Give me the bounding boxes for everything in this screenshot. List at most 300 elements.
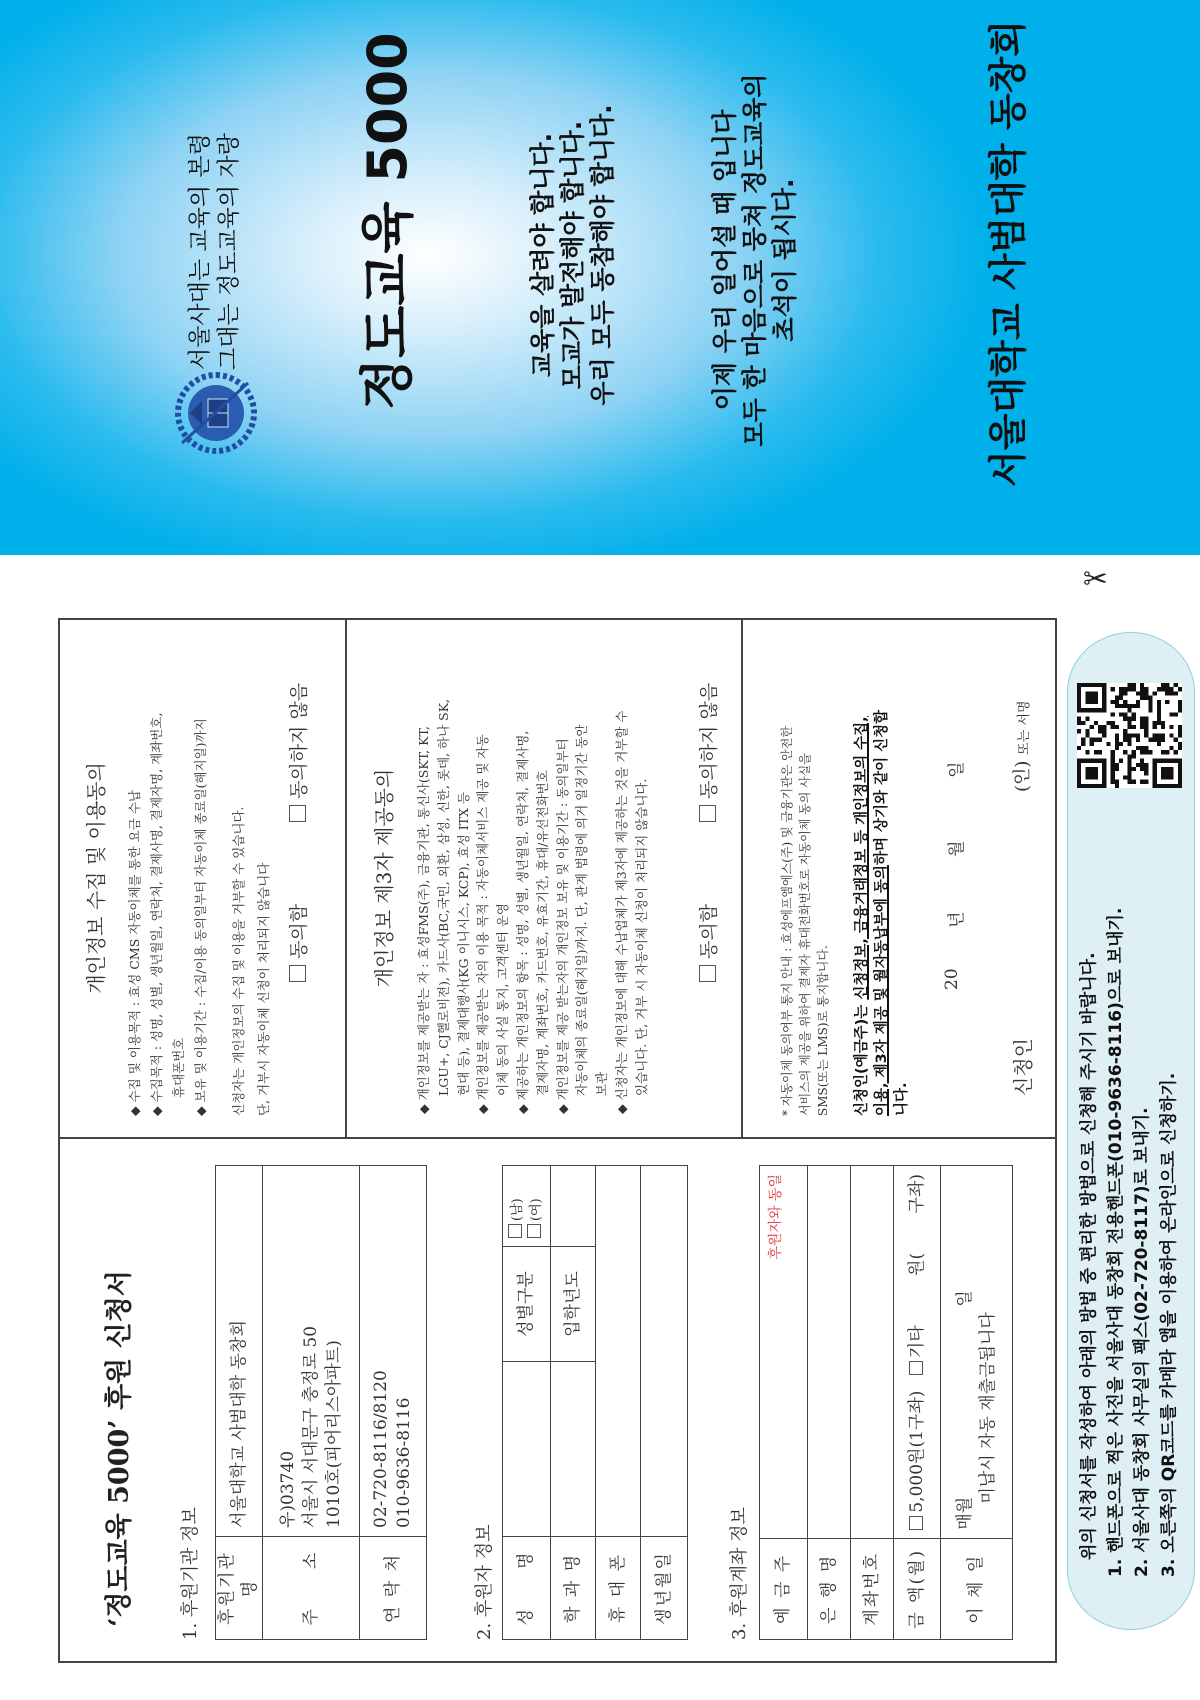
qr-module	[1140, 691, 1144, 695]
qr-module	[1102, 700, 1106, 704]
qr-module	[1140, 687, 1144, 691]
qr-module	[1123, 704, 1127, 708]
instruction-line: 1. 핸드폰으로 찍은 사진을 서울사대 동창회 전용핸드폰(010-9636-8116)으로 보내기.	[1105, 907, 1126, 1577]
qr-module	[1081, 742, 1085, 746]
consent1-agree-option[interactable]	[284, 904, 311, 982]
statement-text: 니다.	[894, 1082, 910, 1116]
qr-module	[1102, 759, 1106, 763]
qr-module	[1132, 780, 1136, 784]
consent2-agree-option[interactable]	[694, 904, 721, 982]
qr-module	[1165, 691, 1169, 695]
gender-label: 성별구분	[503, 1247, 551, 1362]
address-line: 서울시 서대문구 충정로 50	[300, 1325, 321, 1528]
qr-module	[1144, 767, 1148, 771]
table-row	[894, 1166, 941, 1640]
entry-year-field[interactable]	[551, 1166, 596, 1247]
qr-module	[1085, 691, 1089, 695]
slogan-line: 그대는 정도교육의 자랑	[216, 133, 242, 370]
message-line: 우리 모두 동참해야 합니다.	[588, 104, 617, 406]
qr-module	[1102, 771, 1106, 775]
qr-module	[1127, 763, 1131, 767]
qr-module	[1123, 733, 1127, 737]
qr-module	[1111, 780, 1115, 784]
qr-module	[1144, 763, 1148, 767]
qr-module	[1153, 725, 1157, 729]
qr-module	[1127, 721, 1131, 725]
option-label: 5,000원(1구좌)	[906, 1390, 927, 1513]
checkbox[interactable]	[527, 1224, 541, 1238]
birthdate-label: 생년월일	[641, 1537, 688, 1640]
qr-module	[1094, 771, 1098, 775]
qr-module	[1081, 759, 1085, 763]
qr-module	[1077, 767, 1081, 771]
organization-name: 서울대학교 사범대학 동창회	[986, 20, 1030, 487]
scissors-icon: ✂	[1082, 561, 1109, 597]
qr-module	[1102, 687, 1106, 691]
qr-module	[1144, 733, 1148, 737]
statement-text: 하며 상기와 같이 신청합	[874, 709, 890, 866]
checkbox[interactable]	[699, 965, 716, 982]
option-label: 기타	[906, 1325, 927, 1359]
qr-module	[1127, 683, 1131, 687]
qr-module	[1094, 767, 1098, 771]
qr-module	[1111, 759, 1115, 763]
qr-module	[1136, 746, 1140, 750]
banner-message-1	[528, 95, 618, 415]
option-label: 동의하지 않음	[288, 682, 310, 799]
qr-module	[1132, 687, 1136, 691]
notice-line: * 자동이체 동의여부 통지 안내 : 효성에프엠에스(주) 및 금융기관은 안전한	[780, 726, 794, 1116]
qr-module	[1174, 784, 1178, 788]
qr-module	[1090, 700, 1094, 704]
section-divider	[741, 618, 743, 1138]
qr-module	[1178, 763, 1182, 767]
instruction-line: 3. 오른쪽의 QR코드를 카메라 앱을 이용하여 온라인으로 신청하기.	[1158, 1072, 1179, 1577]
qr-module	[1153, 759, 1157, 763]
qr-module	[1098, 708, 1102, 712]
qr-module	[1148, 700, 1152, 704]
qr-module	[1140, 696, 1144, 700]
qr-module	[1115, 700, 1119, 704]
qr-module	[1123, 687, 1127, 691]
qr-module	[1165, 784, 1169, 788]
table-row	[808, 1166, 851, 1640]
bullet-line: ◆ 제공하는 개인정보의 항목 : 성명, 성별, 생년월일, 연락처, 결제사명,	[514, 730, 530, 1114]
bank-field[interactable]	[808, 1166, 851, 1539]
units-label: 구좌)	[906, 1174, 927, 1214]
qr-module	[1178, 775, 1182, 779]
qr-module	[1140, 767, 1144, 771]
bullet-line: 휴대폰번호	[171, 1037, 186, 1098]
bullet-line: ◆ 개인정보를 제공받는 자의 이용 목적 : 자동이체서비스 제공 및 자동	[475, 734, 491, 1114]
gender-female-option[interactable]	[527, 1174, 546, 1238]
qr-module	[1090, 683, 1094, 687]
statement-text: 신청인(예금주)는	[854, 999, 870, 1116]
qr-module	[1157, 738, 1161, 742]
qr-module	[1102, 780, 1106, 784]
section-label: 2. 후원자 정보	[474, 1524, 495, 1640]
qr-module	[1153, 784, 1157, 788]
qr-module	[1140, 759, 1144, 763]
bullet-line: ◆ 보유 및 이용기간 : 수집/이용 동의일부터 자동이체 종료일(해지일)까지	[193, 718, 208, 1116]
qr-module	[1077, 729, 1081, 733]
row-label: 주 소	[263, 1537, 360, 1640]
qr-module	[1157, 721, 1161, 725]
qr-module	[1169, 775, 1173, 779]
qr-module	[1094, 700, 1098, 704]
qr-module	[1115, 763, 1119, 767]
donor-table	[502, 1165, 688, 1640]
gender-male-option[interactable]	[508, 1174, 527, 1238]
qr-module	[1077, 691, 1081, 695]
qr-module	[1115, 696, 1119, 700]
banner-title: 정도교육 5000	[356, 32, 419, 410]
qr-module	[1178, 767, 1182, 771]
qr-module	[1094, 775, 1098, 779]
qr-module	[1094, 708, 1098, 712]
qr-module	[1085, 759, 1089, 763]
qr-module	[1169, 687, 1173, 691]
qr-module	[1090, 725, 1094, 729]
qr-module	[1111, 700, 1115, 704]
qr-module	[1161, 721, 1165, 725]
checkbox[interactable]	[508, 1224, 522, 1238]
qr-module	[1127, 704, 1131, 708]
qr-module	[1094, 691, 1098, 695]
section-label: 3. 후원계좌 정보	[729, 1507, 750, 1640]
qr-module	[1081, 683, 1085, 687]
qr-module	[1123, 712, 1127, 716]
qr-module	[1127, 687, 1131, 691]
qr-module	[1178, 687, 1182, 691]
qr-module	[1115, 746, 1119, 750]
amount-option-other[interactable]	[907, 1325, 927, 1375]
qr-module	[1111, 750, 1115, 754]
qr-module	[1090, 738, 1094, 742]
qr-module	[1174, 691, 1178, 695]
qr-module	[1165, 775, 1169, 779]
phone-line: 010-9636-8116	[394, 1397, 414, 1528]
column-divider	[58, 1137, 1057, 1139]
won-label: 원(	[906, 1252, 927, 1276]
qr-module	[1119, 691, 1123, 695]
qr-module	[1102, 763, 1106, 767]
birthdate-field[interactable]	[641, 1166, 688, 1537]
transfer-date-field[interactable]	[941, 1166, 1013, 1539]
qr-module	[1119, 759, 1123, 763]
qr-module	[1102, 725, 1106, 729]
qr-module	[1127, 725, 1131, 729]
qr-module	[1157, 742, 1161, 746]
row-value	[360, 1166, 427, 1537]
qr-module	[1111, 725, 1115, 729]
qr-module	[1157, 733, 1161, 737]
qr-module	[1081, 708, 1085, 712]
holder-field[interactable]	[760, 1166, 808, 1539]
qr-module	[1111, 771, 1115, 775]
qr-module	[1115, 742, 1119, 746]
instructions	[1076, 907, 1182, 1577]
qr-module	[1161, 759, 1165, 763]
qr-module	[1090, 771, 1094, 775]
qr-module	[1127, 780, 1131, 784]
bullet-line: ◆ 개인정보를 제공받는 자 : 효성FMS(주), 금융기관, 통신사(SKT, KT,	[416, 726, 431, 1114]
qr-module	[1178, 759, 1182, 763]
qr-module	[1102, 696, 1106, 700]
day-label: 일	[954, 1290, 975, 1307]
qr-module	[1077, 775, 1081, 779]
qr-module	[1148, 738, 1152, 742]
qr-module	[1144, 721, 1148, 725]
name-label: 성 명	[503, 1537, 551, 1640]
option-label: (여)	[528, 1198, 544, 1221]
date-year-prefix: 20	[942, 968, 962, 990]
qr-module	[1119, 712, 1123, 716]
bullet-line: 자동이체의 종료일(해지일)까지. 단, 관계 법령에 의거 일정기간 동안	[574, 724, 590, 1096]
bullet-line: 있습니다. 단, 거부 시 자동이체 신청이 처리되지 않습니다.	[633, 778, 649, 1096]
consent1-title: 개인정보 수집 및 이용동의	[84, 762, 108, 994]
organization-table	[215, 1165, 427, 1640]
qr-module	[1161, 733, 1165, 737]
qr-module	[1132, 712, 1136, 716]
bank-label: 은 행 명	[808, 1538, 851, 1639]
qr-module	[1111, 763, 1115, 767]
qr-module	[1127, 754, 1131, 758]
department-label: 학 과 명	[551, 1537, 596, 1640]
notice-line: SMS(또는 LMS)로 통지합니다.	[816, 945, 830, 1116]
qr-module	[1169, 712, 1173, 716]
qr-module	[1178, 725, 1182, 729]
qr-module	[1169, 746, 1173, 750]
account-field[interactable]	[851, 1166, 894, 1539]
qr-module	[1102, 784, 1106, 788]
qr-module	[1106, 742, 1110, 746]
qr-module	[1169, 691, 1173, 695]
qr-module	[1102, 704, 1106, 708]
or-sign-label: 또는 서명	[1017, 700, 1032, 755]
qr-module	[1123, 717, 1127, 721]
qr-module	[1153, 733, 1157, 737]
qr-module	[1157, 712, 1161, 716]
qr-module	[1161, 784, 1165, 788]
qr-module	[1115, 738, 1119, 742]
qr-module	[1169, 771, 1173, 775]
qr-module	[1136, 700, 1140, 704]
option-label: 동의함	[288, 903, 310, 959]
table-row	[851, 1166, 894, 1640]
bullet-line: 보관	[594, 1071, 610, 1096]
qr-module	[1136, 763, 1140, 767]
date-month-label: 월	[947, 840, 967, 857]
holder-label: 예 금 주	[760, 1538, 808, 1639]
address-line: 우)03740	[277, 1450, 298, 1528]
amount-label: 금 액(월)	[894, 1538, 941, 1639]
signature-area[interactable]	[1008, 700, 1034, 792]
qr-module	[1127, 771, 1131, 775]
qr-module	[1157, 708, 1161, 712]
qr-module	[1081, 738, 1085, 742]
qr-module	[1127, 738, 1131, 742]
department-field[interactable]	[551, 1362, 596, 1537]
consent1-body	[124, 713, 276, 1116]
qr-module	[1085, 696, 1089, 700]
checkbox[interactable]	[699, 805, 716, 822]
qr-module	[1178, 700, 1182, 704]
qr-module	[1077, 759, 1081, 763]
qr-module	[1165, 759, 1169, 763]
slogan-line: 서울사대는 교육의 본령	[187, 133, 213, 370]
banner-panel	[0, 0, 1200, 555]
qr-module	[1077, 763, 1081, 767]
qr-module	[1178, 784, 1182, 788]
checkbox[interactable]	[289, 965, 306, 982]
qr-module	[1111, 712, 1115, 716]
table-row	[263, 1166, 360, 1640]
qr-module	[1077, 746, 1081, 750]
bullet-line: ◆ 신청자는 개인정보에 대해 수납업체가 제3자에 제공하는 것을 거부할 수	[613, 710, 629, 1114]
bullet-line: 결제자명, 계좌번호, 카드번호, 유효기간, 휴대/유선전화번호	[534, 770, 550, 1096]
consent1-disagree-option[interactable]	[284, 683, 311, 822]
qr-module	[1165, 687, 1169, 691]
qr-module	[1153, 771, 1157, 775]
consent2-body	[414, 699, 652, 1114]
date-day-label: 일	[947, 761, 967, 778]
qr-module	[1165, 750, 1169, 754]
qr-module	[1157, 717, 1161, 721]
qr-module	[1085, 771, 1089, 775]
qr-module	[1085, 700, 1089, 704]
qr-module	[1102, 691, 1106, 695]
qr-module	[1144, 696, 1148, 700]
qr-module	[1140, 750, 1144, 754]
message-line: 교육을 살려야 합니다.	[528, 132, 557, 378]
qr-module	[1085, 717, 1089, 721]
account-table	[759, 1165, 1013, 1640]
qr-module	[1144, 687, 1148, 691]
consent-statement	[852, 710, 912, 1116]
qr-module	[1178, 742, 1182, 746]
message-line: 초석이 됩시다.	[770, 178, 799, 342]
qr-module	[1132, 750, 1136, 754]
qr-module	[1127, 767, 1131, 771]
qr-module	[1094, 721, 1098, 725]
bullet-line: ◆ 수집목적 : 성명, 성별, 생년월일, 연락처, 결제사명, 결제자명, 계좌번호,	[149, 712, 164, 1116]
qr-module	[1111, 767, 1115, 771]
instruction-line: 2. 서울사대 동창회 사무실의 팩스(02-720-8117)로 보내기.	[1132, 1107, 1152, 1577]
transfer-date-label: 이 체 일	[941, 1538, 1013, 1639]
qr-module	[1144, 691, 1148, 695]
qr-module	[1153, 775, 1157, 779]
qr-module	[1144, 746, 1148, 750]
qr-module	[1098, 784, 1102, 788]
qr-module	[1094, 683, 1098, 687]
table-row	[596, 1166, 641, 1640]
qr-module	[1132, 725, 1136, 729]
qr-module	[1077, 721, 1081, 725]
university-logo-icon	[172, 371, 258, 455]
qr-module	[1178, 708, 1182, 712]
qr-module	[1115, 725, 1119, 729]
qr-module	[1085, 708, 1089, 712]
qr-module	[1144, 725, 1148, 729]
qr-module	[1090, 775, 1094, 779]
mobile-field[interactable]	[596, 1166, 641, 1537]
name-field[interactable]	[503, 1362, 551, 1537]
qr-module	[1081, 721, 1085, 725]
table-row	[503, 1166, 551, 1640]
table-row	[360, 1166, 427, 1640]
bullet-line: ◆ 개인정보를 제공 받는자의 개인정보 보유 및 이용기간 : 동의일부터	[554, 738, 570, 1114]
row-label: 연 락 처	[360, 1537, 427, 1640]
qr-module	[1140, 746, 1144, 750]
qr-module	[1178, 746, 1182, 750]
qr-module	[1132, 717, 1136, 721]
account-label: 계좌번호	[851, 1538, 894, 1639]
amount-field	[894, 1166, 941, 1539]
qr-module	[1077, 717, 1081, 721]
option-label: (남)	[509, 1198, 525, 1221]
qr-module	[1085, 750, 1089, 754]
consent2-disagree-option[interactable]	[694, 683, 721, 822]
qr-module	[1077, 780, 1081, 784]
qr-module	[1136, 704, 1140, 708]
qr-module	[1119, 704, 1123, 708]
qr-module	[1169, 733, 1173, 737]
qr-module	[1157, 687, 1161, 691]
qr-module	[1090, 767, 1094, 771]
qr-module	[1106, 721, 1110, 725]
date-year-label: 년	[947, 911, 967, 928]
qr-module	[1140, 717, 1144, 721]
checkbox[interactable]	[289, 805, 306, 822]
message-line: 이제 우리 일어설 때 입니다	[710, 109, 739, 411]
option-label: 동의하지 않음	[698, 682, 720, 799]
qr-module	[1077, 696, 1081, 700]
checkbox[interactable]	[909, 1516, 923, 1530]
qr-module	[1174, 750, 1178, 754]
qr-module	[1136, 738, 1140, 742]
qr-module	[1115, 733, 1119, 737]
qr-module	[1144, 771, 1148, 775]
qr-module	[1144, 729, 1148, 733]
qr-module	[1090, 696, 1094, 700]
qr-module	[1119, 687, 1123, 691]
qr-module	[1102, 775, 1106, 779]
qr-module	[1090, 759, 1094, 763]
qr-module	[1111, 721, 1115, 725]
qr-module	[1111, 754, 1115, 758]
qr-module	[1140, 763, 1144, 767]
qr-module	[1136, 691, 1140, 695]
qr-module	[1178, 771, 1182, 775]
qr-module	[1169, 759, 1173, 763]
qr-module	[1136, 733, 1140, 737]
message-line: 모교가 발전해야 합니다.	[558, 120, 587, 390]
qr-module	[1123, 738, 1127, 742]
qr-module	[1090, 691, 1094, 695]
qr-module	[1085, 775, 1089, 779]
qr-module	[1094, 759, 1098, 763]
notice-line: 신청자는 개인정보의 수집 및 이용을 거부할 수 있습니다.	[231, 806, 246, 1116]
amount-option-5000[interactable]	[907, 1391, 927, 1530]
qr-module	[1077, 708, 1081, 712]
qr-module	[1094, 750, 1098, 754]
statement-underlined: 신청정보, 금융거래정보 등 개인정보의 수집,	[854, 716, 870, 1000]
qr-code-icon[interactable]	[1077, 683, 1182, 788]
checkbox[interactable]	[909, 1361, 923, 1375]
qr-module	[1169, 784, 1173, 788]
qr-module	[1153, 691, 1157, 695]
